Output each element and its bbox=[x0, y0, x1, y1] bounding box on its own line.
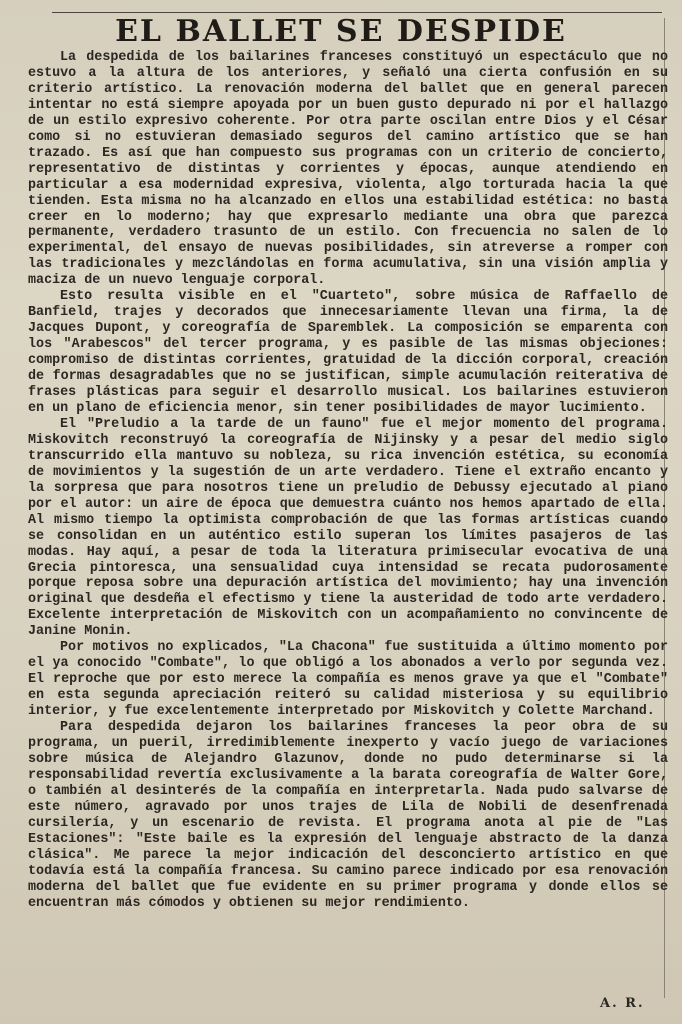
paragraph: La despedida de los bailarines franceses constituyó un espectáculo que no estuvo a la altura de los anteriores, y señaló una cierta confusión en su criterio artístico. La renovación moderna del ballet que en general parecen intentar no está siempre apoyada por un buen gusto depurado ni por el hallazgo de un estilo expresivo coherente. Por otra parte oscilan entre Dios y el César como si no estuvieran demasiado seguros del camino artístico que se han trazado. Es así que han compuesto sus programas con un criterio de concierto, representativo de distintas y corrientes y épocas, aunque atendiendo en particular a esa modernidad expresiva, violenta, algo torturada hacia la que tienden. Esta misma no ha alcanzado en ellos una estabilidad estética: no basta creer en lo moderno; hay que expresarlo mediante una obra que parezca permanente, verdadero trasunto de un estilo. Con frecuencia no salen de lo experimental, del ensayo de nuevas posibilidades, sin atreverse a romper con las tradicionales y mezclándolas en forma acumulativa, sin una visión amplia y maciza de un nuevo lenguaje corporal. bbox=[28, 50, 668, 289]
article-body bbox=[28, 50, 668, 911]
paragraph: Esto resulta visible en el "Cuarteto", sobre música de Raffaello de Banfield, trajes y decorados que innecesariamente llevan una firma, la de Jacques Dupont, y coreografía de Sparemblek. La composición se emparenta con los "Arabescos" del tercer programa, y es pasible de las mismas objeciones: compromiso de distintas corrientes, gratuidad de la dicción corporal, creación de formas desagradables que no se justifican, simple acumulación reiterativa de frases plásticas para seguir el desarrollo musical. Los bailarines estuvieron en un plano de eficiencia menor, sin tener posibilidades de mayor lucimiento. bbox=[28, 289, 668, 416]
paragraph: Por motivos no explicados, "La Chacona" fue sustituida a último momento por el ya conocido "Combate", lo que obligó a los abonados a verlo por segunda vez. El reproche que por esto merece la compañía es menos grave ya que el "Combate" en esta segunda apreciación reiteró su calidad misteriosa y su equilibrio interior, y fue excelentemente interpretado por Miskovitch y Colette Marchand. bbox=[28, 640, 668, 720]
author-signature: A. R. bbox=[600, 996, 645, 1011]
top-rule bbox=[52, 12, 662, 13]
headline: EL BALLET SE DESPIDE bbox=[115, 14, 567, 49]
paragraph: Para despedida dejaron los bailarines franceses la peor obra de su programa, un pueril, irredimiblemente inexperto y vacío juego de variaciones sobre música de Alejandro Glazunov, donde no pudo determinarse si la responsabilidad revertía exclusivamente a la barata coreografía de Walter Gore, o también al desinterés de la compañía en interpretarla. Nada pudo salvarse de este número, agravado por unos trajes de Lila de Nobili de desenfrenada cursilería, y un escenario de revista. El programa anota al pie de "Las Estaciones": "Este baile es la expresión del lenguaje abstracto de la danza clásica". Me parece la mejor indicación del desconcierto artístico en que todavía está la compañía francesa. Su camino parece indicado por esa renovación moderna del ballet que fue evidente en su primer programa y donde ellos se encuentran más cómodos y obtienen su mejor rendimiento. bbox=[28, 720, 668, 911]
paragraph: El "Preludio a la tarde de un fauno" fue el mejor momento del programa. Miskovitch reconstruyó la coreografía de Nijinsky y a pesar del medio siglo transcurrido ella mantuvo su nobleza, su rica invención estética, su economía de movimientos y la sugestión de un arte verdadero. Tiene el extraño encanto y la sorpresa que para nosotros tiene un preludio de Debussy ejecutado al piano por el autor: un aire de época que demuestra cuánto nos hemos apartado de ella. Al mismo tiempo la optimista comprobación de que las formas artísticas cuando se consolidan en un auténtico estilo superan los límites pasajeros de las modas. Hay aquí, a pesar de toda la literatura primisecular evocativa de una Grecia pintoresca, una sensualidad cuya intensidad se recata pudorosamente porque reposa sobre una depuración artística del movimiento; hay una invención original que desdeña el efectismo y tiene la austeridad de todo arte verdadero. Excelente interpretación de Miskovitch con un acompañamiento no convincente de Janine Monin. bbox=[28, 416, 668, 640]
